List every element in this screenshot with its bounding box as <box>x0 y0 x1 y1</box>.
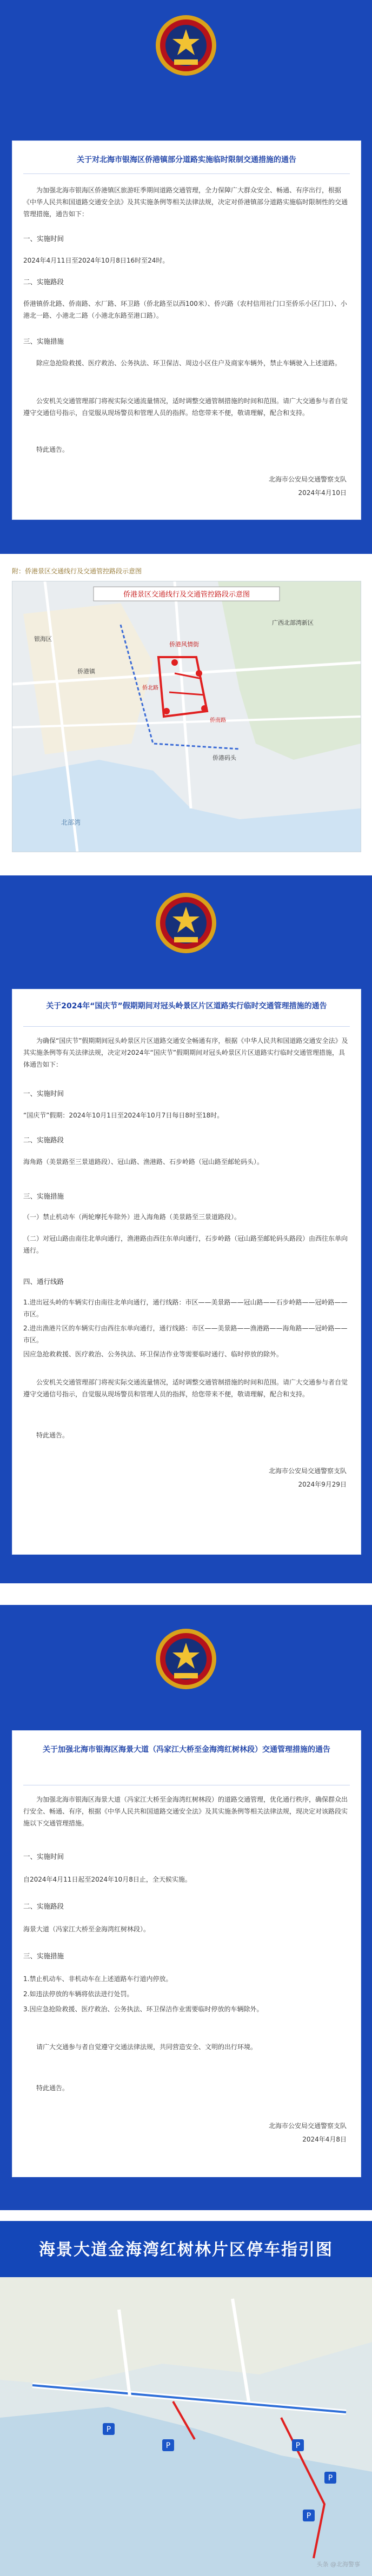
notice-2-section-4-a: 1.进出冠头岭的车辆实行由南往北单向通行，通行线路：市区——美景路——冠山路——石步岭路——冠岭路——市区。 <box>23 1299 348 1318</box>
notice-2-section-2-body: 海角路（美景路至三景道路段）、冠山路、渔港路、石步岭路（冠山路至邮轮码头）。 <box>23 1158 264 1166</box>
notice-3-section-3: 三、实施措施 <box>23 1952 64 1960</box>
map-1-label: 银海区 <box>34 635 52 643</box>
notice-2-section-1: 一、实施时间 <box>23 1089 64 1098</box>
map-1-caption: 附：侨港景区交通线行及交通管控路段示意图 <box>12 567 142 575</box>
notice-2-title: 关于2024年“国庆节”假期期间对冠头岭景区片区道路实行临时交通管理措施的通告 <box>46 1002 327 1011</box>
notice-2-section-3: 三、实施措施 <box>23 1192 64 1200</box>
parking-poster-header <box>0 2221 372 2277</box>
map-1-label: 广西北部湾新区 <box>272 619 314 626</box>
parking-poster-title: 海景大道金海湾红树林片区停车指引图 <box>39 2240 333 2259</box>
notice-1-section-3-body: 除应急抢险救援、医疗救治、公务执法、环卫保洁、周边小区住户及商家车辆外，禁止车辆驶入上述道路。 <box>36 359 342 367</box>
map-1-title: 侨港景区交通线行及交通管控路段示意图 <box>123 591 250 599</box>
parking-sign-icon <box>303 2510 315 2521</box>
notice-3-section-2-body: 海景大道（冯家江大桥至金海湾红树林段）。 <box>23 1925 150 1933</box>
source-watermark: 头条 @北海警事 <box>316 2561 360 2568</box>
notice-3-thanks: 特此通告。 <box>36 2084 69 2092</box>
map-1-label: 侨港码头 <box>212 754 236 761</box>
notice-3-date: 2024年4月8日 <box>302 2136 347 2143</box>
notice-1-section-1: 一、实施时间 <box>23 235 64 243</box>
notice-3-org: 北海市公安局交通警察支队 <box>268 2122 347 2130</box>
notice-2-rule <box>23 1026 350 1027</box>
notice-2-panel <box>0 875 372 1583</box>
notice-1-section-2-body: 侨港镇侨北路、侨南路、水厂路、环卫路（侨北路至以西100米）、侨兴路（农村信用社门口至侨乐小区门口）、小港北一路、小港北二路（小港北东路至港口路）。 <box>23 300 347 319</box>
police-emblem-icon <box>154 891 218 955</box>
parking-map-graphic <box>0 2277 372 2576</box>
notice-3-section-1-body: 自2024年4月11日起至2024年10月8日止，全天候实施。 <box>23 1876 191 1883</box>
notice-2-section-4-c: 因应急抢救救援、医疗救治、公务执法、环卫保洁作业等需要临时通行、临时停放的除外。 <box>23 1350 283 1358</box>
notice-3-intro: 为加强北海市银海区海景大道（冯家江大桥至金海湾红树林段）的道路交通管理，优化通行秩序，确保群众出行安全、畅通、有序，根据《中华人民共和国道路交通安全法》及其实施条例等相关法律法规，现决定对该路段实施以下交通管理措施。 <box>23 1796 348 1827</box>
parking-sign-icon <box>324 2472 336 2484</box>
parking-map <box>0 2277 372 2576</box>
notice-3-panel <box>0 1605 372 2210</box>
notice-2-section-3-b: （二）对冠山路由南往北单向通行，渔港路由西往东单向通行，石步岭路（冠山路至邮轮码头路段）由西往东单向通行。 <box>23 1235 348 1254</box>
map-1-label: 侨港镇 <box>77 668 95 675</box>
svg-text:P: P <box>295 2441 301 2450</box>
notice-3-section-1: 一、实施时间 <box>23 1852 64 1861</box>
notice-1-intro: 为加强北海市银海区侨港镇区旅游旺季期间道路交通管理，全力保障广大群众安全、畅通、有序出行，根据《中华人民共和国道路交通安全法》及其实施条例等相关法律法规，决定对侨港镇部分道路实施临时限制性的交通管理措施，通告如下： <box>23 186 348 218</box>
notice-3-closing: 请广大交通参与者自觉遵守交通法律法规，共同营造安全、文明的出行环境。 <box>36 2043 257 2051</box>
notice-1-section-1-body: 2024年4月11日至2024年10月8日16时至24时。 <box>23 257 169 264</box>
notice-1-section-2: 二、实施路段 <box>23 278 64 286</box>
notice-1-thanks: 特此通告。 <box>36 446 69 453</box>
notice-1-panel <box>0 0 372 554</box>
notice-2-section-2: 二、实施路段 <box>23 1136 64 1144</box>
svg-text:P: P <box>306 2512 311 2520</box>
svg-text:P: P <box>106 2425 111 2434</box>
notice-2-org: 北海市公安局交通警察支队 <box>268 1467 347 1475</box>
notice-2-section-4-b: 2.进出渔港片区的车辆实行由西往东单向通行，通行线路：市区——美景路——渔港路——海角路——冠岭路——市区。 <box>23 1324 348 1344</box>
notice-1-closing: 公安机关交通管理部门将视实际交通流量情况，适时调整交通管制措施的时间和范围。请广大交通参与者自觉遵守交通信号指示，自觉服从现场警员和管理人员的指挥。给您带来不便，敬请理解，配合和支持。 <box>23 397 348 417</box>
notice-1-card <box>12 140 361 520</box>
svg-text:P: P <box>328 2474 333 2483</box>
notice-2-section-4: 四、通行线路 <box>23 1277 64 1286</box>
parking-sign-icon <box>162 2439 174 2451</box>
notice-1-date: 2024年4月10日 <box>298 489 347 497</box>
notice-2-intro: 为确保“国庆节”假期期间冠头岭景区片区道路交通安全畅通有序，根据《中华人民共和国道路交通安全法》及其实施条例等有关法律法规，决定对2024年“国庆节”假期期间对冠头岭景区片区道路实行临时交通管理措施，具体通告如下： <box>23 1037 348 1068</box>
notice-2-section-1-body: “国庆节”假期：2024年10月1日至2024年10月7日每日8时至18时。 <box>23 1112 224 1119</box>
police-emblem-icon <box>154 13 218 78</box>
notice-1-title: 关于对北海市银海区侨港镇部分道路实施临时限制交通措施的通告 <box>77 156 296 164</box>
map-1-label: 侨北路 <box>142 685 158 691</box>
notice-3-section-3-b: 2.如违法停放的车辆将依法进行处罚。 <box>23 1990 134 1998</box>
map-1-graphic <box>12 581 361 852</box>
parking-sign-icon <box>292 2439 304 2451</box>
notice-1-rule <box>23 173 350 174</box>
notice-3-card <box>12 1730 361 2177</box>
notice-3-title: 关于加强北海市银海区海景大道（冯家江大桥至金海湾红树林段）交通管理措施的通告 <box>43 1745 330 1754</box>
notice-2-thanks: 特此通告。 <box>36 1431 69 1439</box>
notice-3-section-2: 二、实施路段 <box>23 1902 64 1910</box>
map-1-label: 北部湾 <box>61 819 81 826</box>
notice-1-section-3: 三、实施措施 <box>23 337 64 345</box>
notice-3-section-3-a: 1.禁止机动车、非机动车在上述道路车行道内停放。 <box>23 1975 172 1983</box>
svg-text:P: P <box>165 2441 171 2450</box>
notice-2-closing: 公安机关交通管理部门将视实际交通流量情况，适时调整交通管制措施的时间和范围。请广大交通参与者自觉遵守交通信号指示，自觉服从现场警员和管理人员的指挥，给您带来不便，敬请理解，配合和支持。 <box>23 1379 348 1398</box>
notice-2-section-3-a: （一）禁止机动车（两轮摩托车除外）进入海角路（美景路至三景道路段）。 <box>23 1213 241 1221</box>
map-1-label: 侨南路 <box>210 718 226 724</box>
notice-2-card <box>12 989 361 1555</box>
notice-3-section-3-c: 3.因应急抢险救援、医疗救治、公务执法、环卫保洁作业需要临时停放的车辆除外。 <box>23 2005 263 2013</box>
police-emblem-icon <box>154 1627 218 1691</box>
map-1-label: 侨港风情街 <box>169 641 199 648</box>
map-1 <box>12 581 361 852</box>
notice-2-date: 2024年9月29日 <box>298 1481 347 1488</box>
notice-1-org: 北海市公安局交通警察支队 <box>268 476 347 483</box>
parking-sign-icon <box>103 2423 115 2435</box>
